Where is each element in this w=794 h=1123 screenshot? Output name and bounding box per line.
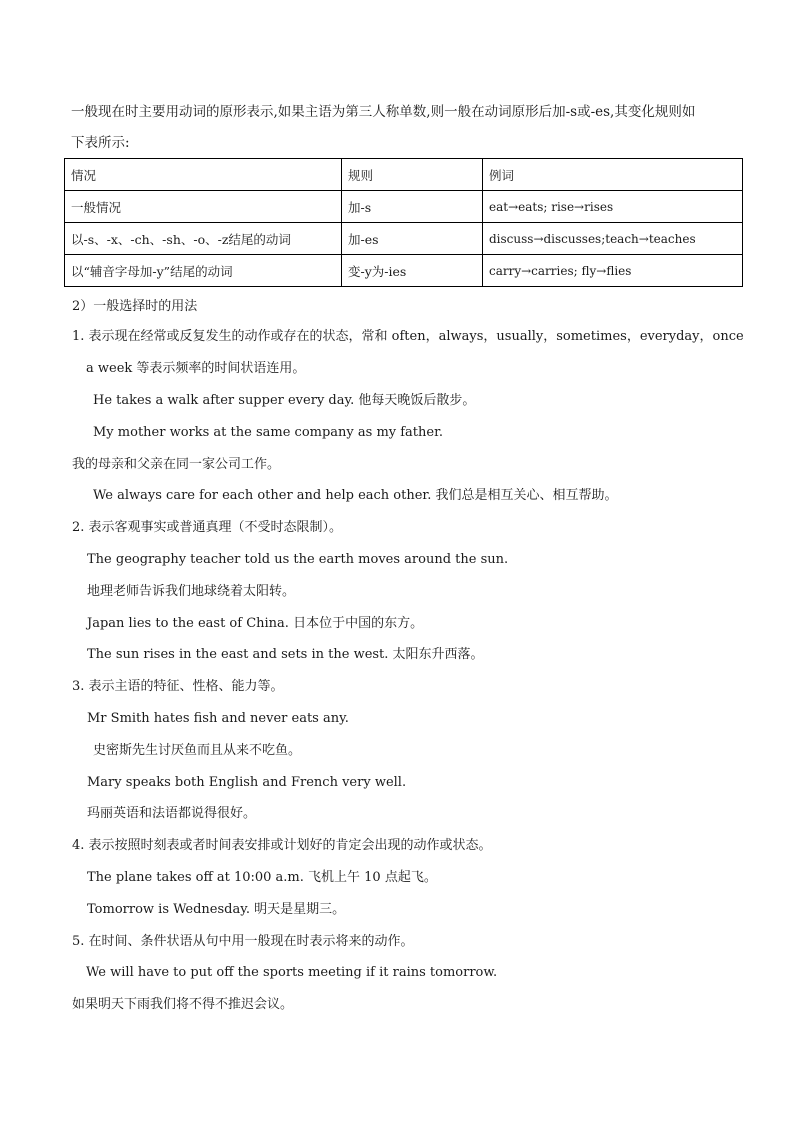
header-rule: 规则 <box>342 159 483 191</box>
usage-5-heading: 5. 在时间、条件状语从句中用一般现在时表示将来的动作。 <box>72 934 414 949</box>
cell-situation: 以“辅音字母加-y”结尾的动词 <box>65 255 342 287</box>
example-sentence: We always care for each other and help each other. 我们总是相互关心、相互帮助。 <box>93 488 618 503</box>
table-row <box>65 223 743 255</box>
cell-example: discuss→discusses;teach→teaches <box>483 223 743 255</box>
table-row <box>65 255 743 287</box>
example-sentence: The sun rises in the east and sets in the west. 太阳东升西落。 <box>87 647 484 662</box>
example-translation: 我的母亲和父亲在同一家公司工作。 <box>72 457 281 472</box>
intro-line-2: 下表所示: <box>71 135 130 151</box>
cell-rule: 加-es <box>342 223 483 255</box>
example-sentence: Japan lies to the east of China. 日本位于中国的东方。 <box>87 616 424 631</box>
usage-4-heading: 4. 表示按照时刻表或者时间表安排或计划好的肯定会出现的动作或状态。 <box>72 838 492 853</box>
usage-1-heading-cont: a week 等表示频率的时间状语连用。 <box>86 361 306 376</box>
example-sentence: The plane takes off at 10:00 a.m. 飞机上午 10 点起飞。 <box>87 870 437 885</box>
example-sentence: The geography teacher told us the earth moves around the sun. <box>87 552 509 567</box>
cell-rule: 变-y为-ies <box>342 255 483 287</box>
section-title: 2）一般选择时的用法 <box>72 299 198 314</box>
table-header-row <box>65 159 743 191</box>
example-sentence: Mary speaks both English and French very well. <box>87 775 407 790</box>
example-translation: 地理老师告诉我们地球绕着太阳转。 <box>87 584 296 599</box>
example-translation: 玛丽英语和法语都说得很好。 <box>87 806 257 821</box>
cell-example: eat→eats; rise→rises <box>483 191 743 223</box>
cell-situation: 以-s、-x、-ch、-sh、-o、-z结尾的动词 <box>65 223 342 255</box>
example-translation: 史密斯先生讨厌鱼而且从来不吃鱼。 <box>93 743 302 758</box>
header-situation: 情况 <box>65 159 342 191</box>
cell-rule: 加-s <box>342 191 483 223</box>
table-row <box>65 191 743 223</box>
cell-situation: 一般情况 <box>65 191 342 223</box>
example-sentence: Mr Smith hates fish and never eats any. <box>87 711 349 726</box>
conjugation-rules-table <box>64 158 743 287</box>
intro-line-1: 一般现在时主要用动词的原形表示,如果主语为第三人称单数,则一般在动词原形后加-s或-es,其变化规则如 <box>71 104 696 120</box>
example-sentence: He takes a walk after supper every day. 他每天晚饭后散步。 <box>93 393 476 408</box>
example-translation: 如果明天下雨我们将不得不推迟会议。 <box>72 997 294 1012</box>
example-sentence: We will have to put off the sports meeting if it rains tomorrow. <box>86 965 498 980</box>
example-sentence: Tomorrow is Wednesday. 明天是星期三。 <box>87 902 346 917</box>
header-example: 例词 <box>483 159 743 191</box>
cell-example: carry→carries; fly→flies <box>483 255 743 287</box>
example-sentence: My mother works at the same company as my father. <box>93 425 444 440</box>
usage-1-heading: 1. 表示现在经常或反复发生的动作或存在的状态，常和 often，always，usually，sometimes，everyday，once <box>72 329 744 344</box>
usage-3-heading: 3. 表示主语的特征、性格、能力等。 <box>72 679 284 694</box>
usage-2-heading: 2. 表示客观事实或普通真理（不受时态限制）。 <box>72 520 343 535</box>
